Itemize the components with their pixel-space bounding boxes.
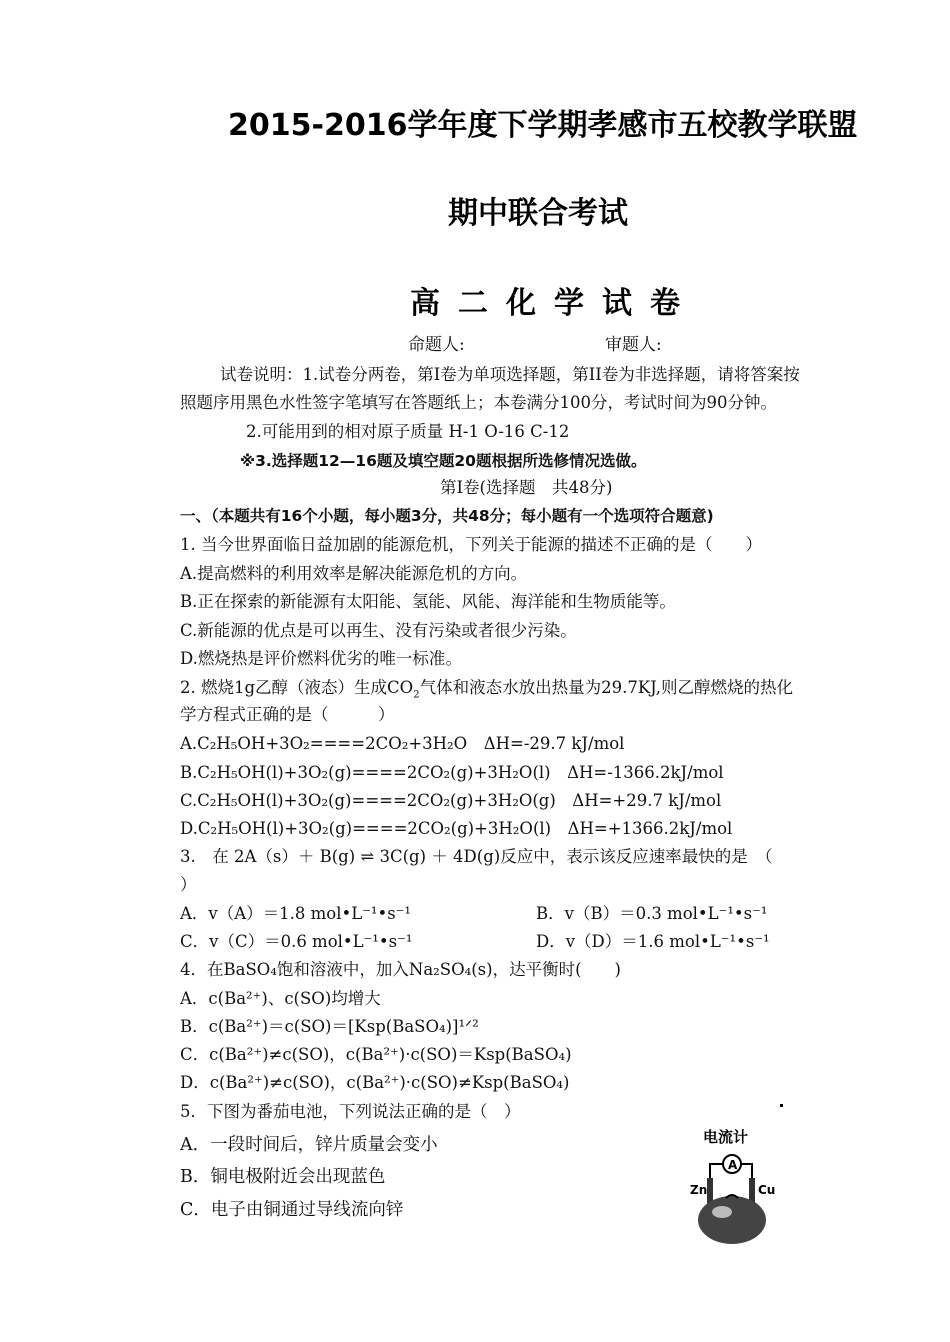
q4-option-b: B．c(Ba²⁺)＝c(SO)＝[Ksp(BaSO₄)]¹ᐟ² — [180, 1017, 479, 1036]
q2-option-a: A.C₂H₅OH+3O₂====2CO₂+3H₂O ΔH=-29.7 kJ/mol — [180, 734, 625, 753]
section-heading: 一、（本题共有16个小题，每小题3分，共48分；每小题有一个选项符合题意) — [180, 507, 714, 525]
q5-option-c: C．电子由铜通过导线流向锌 — [180, 1200, 404, 1220]
q2-stem-line2: 学方程式正确的是（ ） — [180, 705, 395, 724]
q5-option-a: A．一段时间后，锌片质量会变小 — [180, 1135, 438, 1155]
exam-title-line2: 期中联合考试 — [448, 196, 628, 231]
q3-stem-line1: 3. 在 2A（s）＋ B(g) ⇌ 3C(g) ＋ 4D(g)反应中，表示该反应速率最快的是 （ — [180, 847, 773, 866]
cu-label: Cu — [758, 1183, 776, 1197]
q3-option-d: D．v（D）＝1.6 mol•L⁻¹•s⁻¹ — [536, 932, 770, 951]
q3-option-a: A．v（A）＝1.8 mol•L⁻¹•s⁻¹ — [180, 904, 412, 923]
q1-stem: 1. 当今世界面临日益加剧的能源危机，下列关于能源的描述不正确的是（ ） — [180, 535, 762, 554]
q3-option-b: B．v（B）＝0.3 mol•L⁻¹•s⁻¹ — [536, 904, 768, 923]
q4-option-c: C．c(Ba²⁺)≠c(SO)，c(Ba²⁺)·c(SO)＝Ksp(BaSO₄) — [180, 1045, 572, 1064]
q2-option-d: D.C₂H₅OH(l)+3O₂(g)====2CO₂(g)+3H₂O(l) ΔH=+1366.2kJ/mol — [180, 819, 733, 838]
q5-stem: 5．下图为番茄电池，下列说法正确的是（ ） — [180, 1102, 521, 1121]
q3-option-c: C．v（C）＝0.6 mol•L⁻¹•s⁻¹ — [180, 932, 413, 951]
q2-option-c: C.C₂H₅OH(l)+3O₂(g)====2CO₂(g)+3H₂O(g) ΔH=+29.7 kJ/mol — [180, 791, 722, 810]
tomato-icon — [698, 1196, 766, 1244]
exam-title-line1: 2015-2016学年度下学期孝感市五校教学联盟 — [228, 108, 858, 143]
q1-option-b: B.正在探索的新能源有太阳能、氢能、风能、海洋能和生物质能等。 — [180, 592, 676, 611]
q2-stem-line1: 2. 燃烧1g乙醇（液态）生成$CO_2$气体和液态水放出热量为29.7KJ,则乙醇燃烧的热化 — [180, 678, 794, 701]
tomato-battery-figure — [688, 1126, 788, 1246]
q4-option-a: A．c(Ba²⁺)、c(SO)均增大 — [180, 989, 381, 1008]
tomato-highlight — [712, 1206, 732, 1218]
instructions-line4: ※3.选择题12—16题及填空题20题根据所选修情况选做。 — [240, 452, 647, 470]
q4-stem: 4．在BaSO₄饱和溶液中，加入Na₂SO₄(s)，达平衡时( ) — [180, 960, 621, 979]
q2-option-b: B.C₂H₅OH(l)+3O₂(g)====2CO₂(g)+3H₂O(l) ΔH=-1366.2kJ/mol — [180, 763, 724, 782]
instructions-line1: 试卷说明：1.试卷分两卷，第I卷为单项选择题，第II卷为非选择题，请将答案按 — [220, 365, 800, 384]
instructions-line3: 2.可能用到的相对原子质量 H-1 O-16 C-12 — [246, 422, 570, 441]
q3-stem-line2: ） — [180, 875, 197, 894]
q1-option-d: D.燃烧热是评价燃料优劣的唯一标准。 — [180, 649, 462, 668]
section-title: 第I卷(选择题 共48分) — [440, 478, 613, 497]
q4-option-d: D．c(Ba²⁺)≠c(SO)，c(Ba²⁺)·c(SO)≠Ksp(BaSO₄) — [180, 1073, 570, 1092]
q1-option-a: A.提高燃料的利用效率是解决能源危机的方向。 — [180, 564, 528, 583]
zn-label: Zn — [690, 1183, 708, 1197]
figure-label: 电流计 — [703, 1128, 749, 1146]
stray-dot — [780, 1104, 783, 1107]
ammeter-label: A — [728, 1158, 738, 1172]
reviewer-label: 审题人: — [605, 335, 662, 355]
instructions-line2: 照题序用黑色水性签字笔填写在答题纸上；本卷满分100分，考试时间为90分钟。 — [180, 393, 777, 412]
exam-subject-title: 高二化学试卷 — [410, 286, 698, 321]
proposer-label: 命题人: — [408, 335, 465, 355]
q5-option-b: B．铜电极附近会出现蓝色 — [180, 1167, 386, 1187]
q1-option-c: C.新能源的优点是可以再生、没有污染或者很少污染。 — [180, 621, 577, 640]
